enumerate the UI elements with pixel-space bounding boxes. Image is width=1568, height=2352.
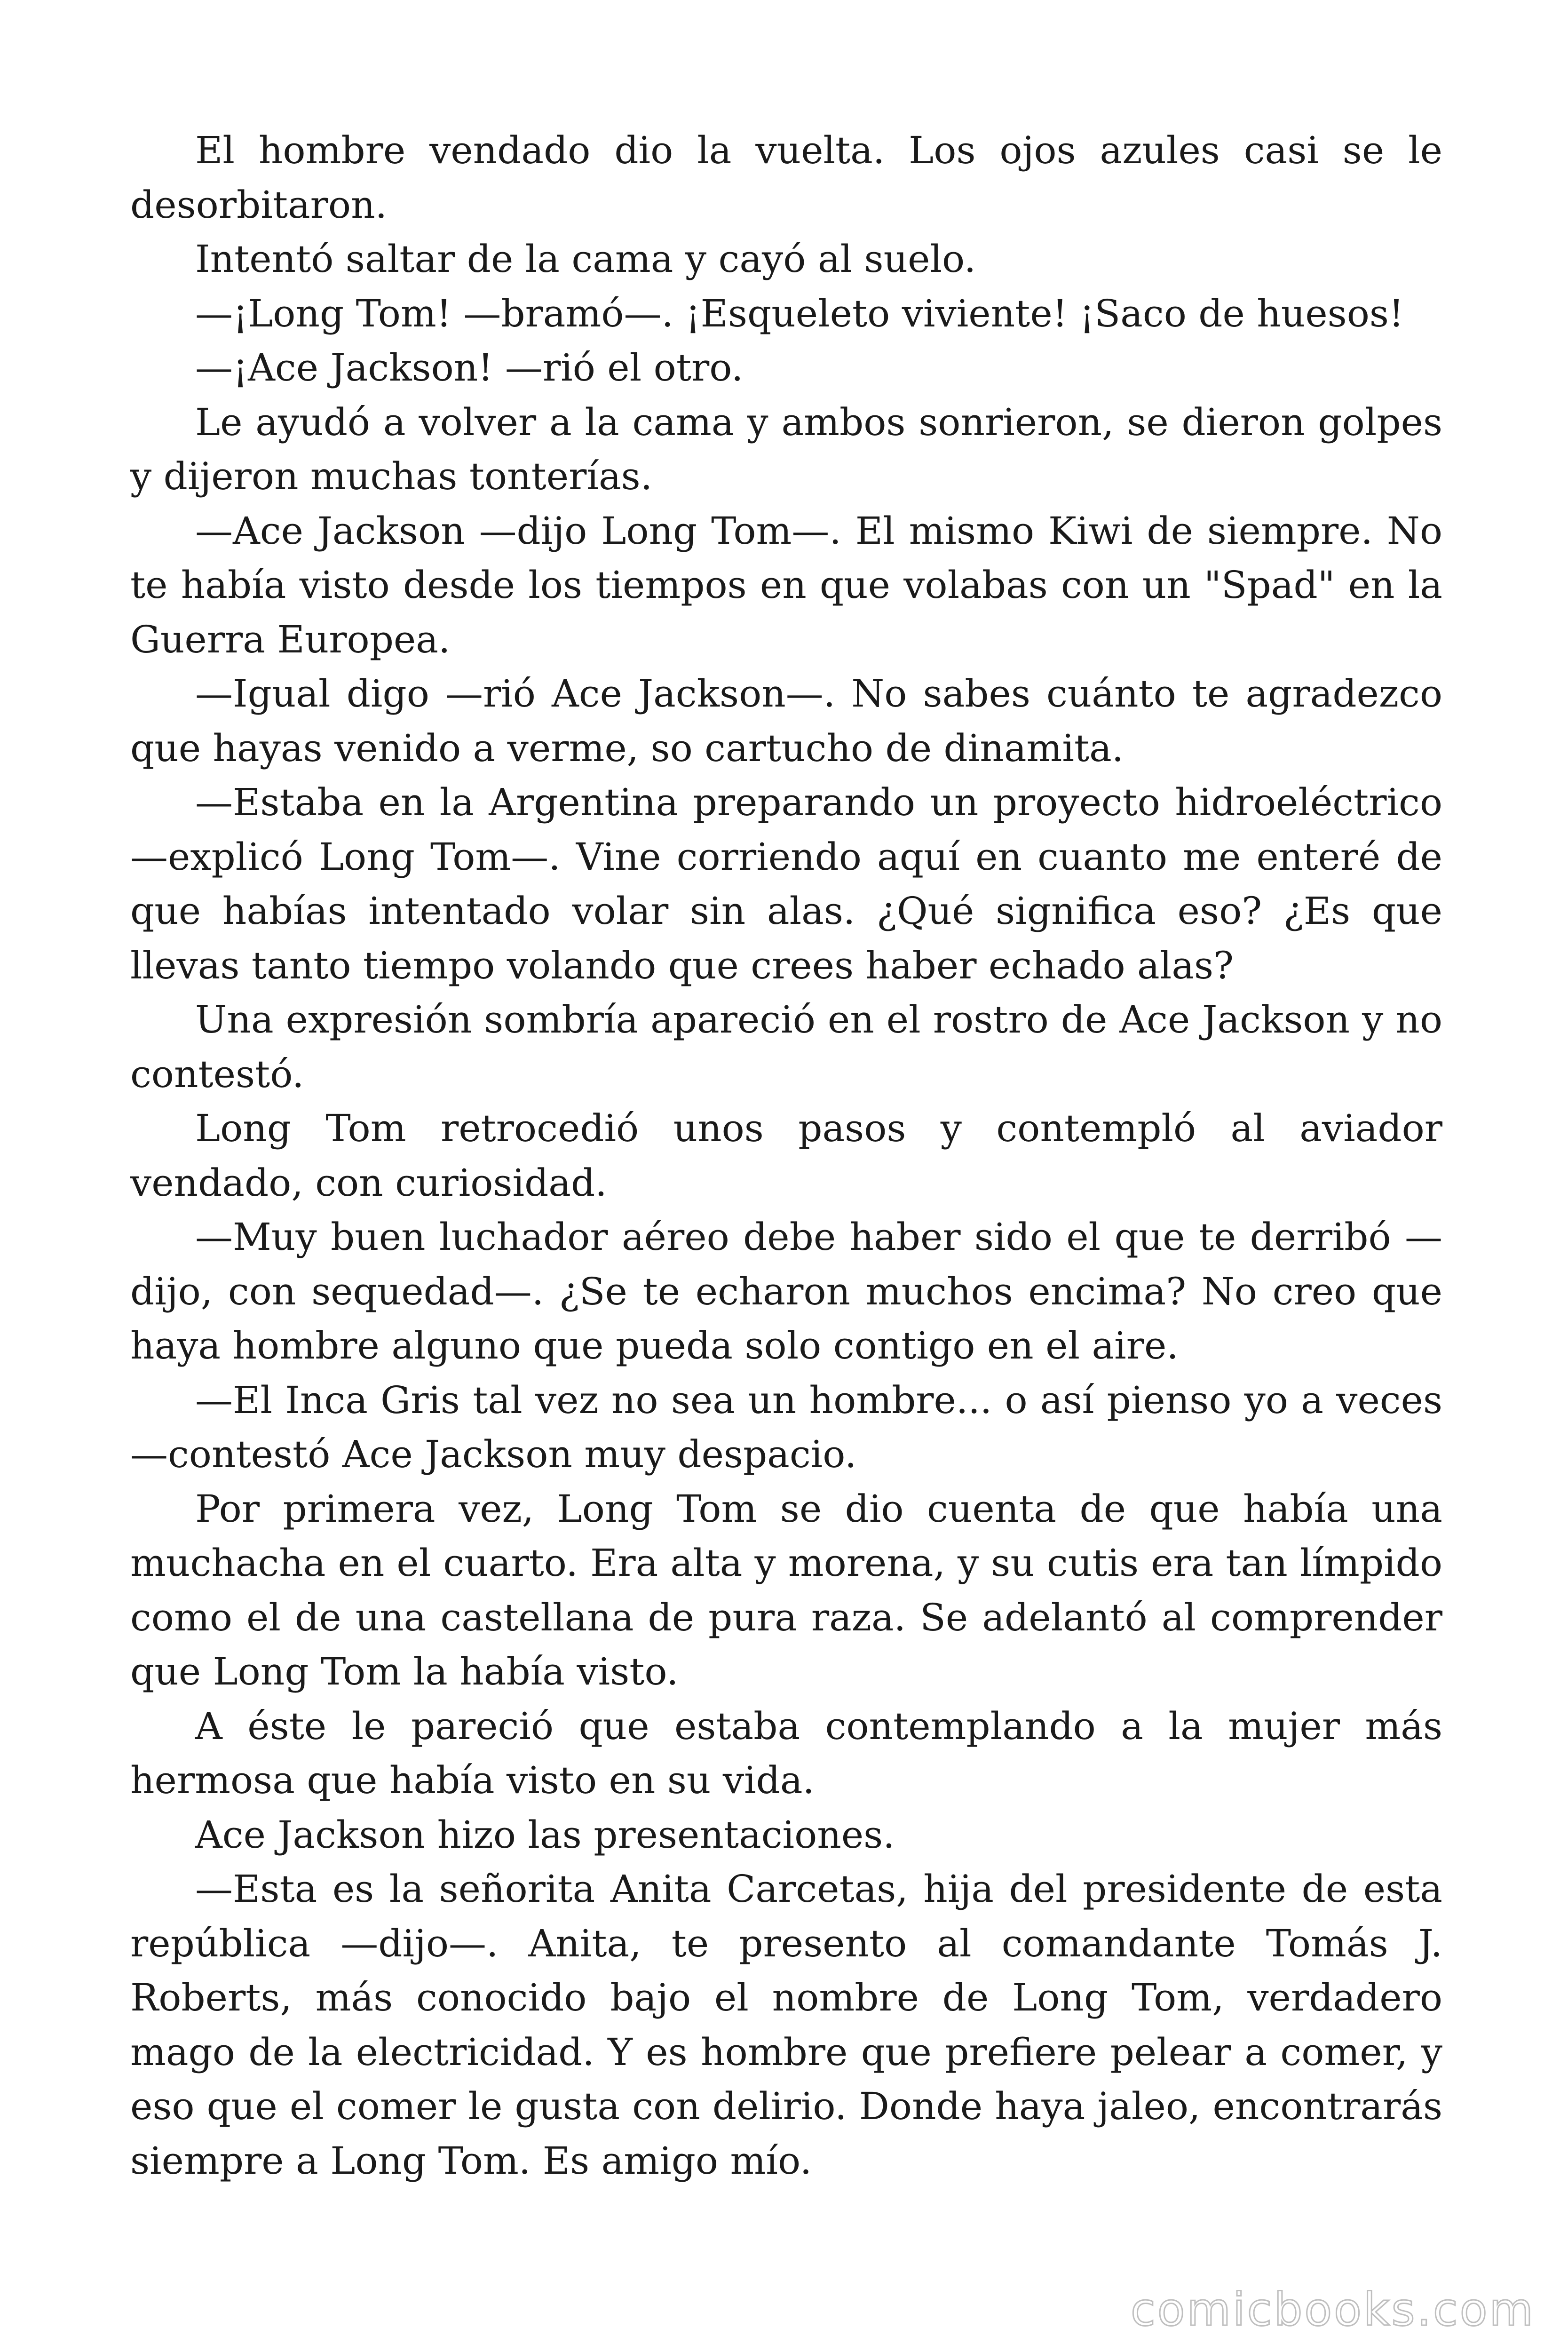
paragraph-14: A éste le pareció que estaba contemplando a la mujer más hermosa que había visto en su vida. [130,1704,1442,1802]
paragraph-15: Ace Jackson hizo las presentaciones. [195,1812,895,1857]
paragraph-9: Una expresión sombría apareció en el rostro de Ace Jackson y no contestó. [130,998,1442,1096]
paragraph-2: Intentó saltar de la cama y cayó al suelo. [195,237,976,281]
paragraph-11: —Muy buen luchador aéreo debe haber sido el que te derribó — dijo, con sequedad—. ¿Se te echaron muchos encima? No creo que haya hombre alguno que pueda solo contigo en el aire. [130,1215,1442,1367]
paragraph-10: Long Tom retrocedió unos pasos y contempló al aviador vendado, con curiosidad. [130,1106,1442,1205]
watermark: comicbooks.com [1130,2283,1535,2336]
paragraph-7: —Igual digo —rió Ace Jackson—. No sabes cuánto te agradezco que hayas venido a verme, so cartucho de dinamita. [130,672,1442,770]
body-text [130,123,1442,2188]
paragraph-13: Por primera vez, Long Tom se dio cuenta de que había una muchacha en el cuarto. Era alta y morena, y su cutis era tan límpido como el de una castellana de pura raza. Se adelantó al comprender que Long Tom la había visto. [130,1486,1442,1693]
paragraph-8: —Estaba en la Argentina preparando un proyecto hidroeléctrico —explicó Long Tom—. Vine corriendo aquí en cuanto me enteré de que habías intentado volar sin alas. ¿Qué significa eso? ¿Es que llevas tanto tiempo volando que crees haber echado alas? [130,780,1442,987]
paragraph-1: El hombre vendado dio la vuelta. Los ojos azules casi se le desorbitaron. [130,128,1442,227]
paragraph-5: Le ayudó a volver a la cama y ambos sonrieron, se dieron golpes y dijeron muchas tonterías. [130,400,1442,498]
paragraph-6: —Ace Jackson —dijo Long Tom—. El mismo Kiwi de siempre. No te había visto desde los tiempos en que volabas con un "Spad" en la Guerra Europea. [130,509,1442,661]
paragraph-16: —Esta es la señorita Anita Carcetas, hija del presidente de esta república —dijo—. Anita, te presento al comandante Tomás J. Roberts, más conocido bajo el nombre de Long Tom, verdadero mago de la electricidad. Y es hombre que prefiere pelear a comer, y eso que el comer le gusta con delirio. Donde haya jaleo, encontrarás siempre a Long Tom. Es amigo mío. [130,1867,1442,2183]
paragraph-12: —El Inca Gris tal vez no sea un hombre... o así pienso yo a veces —contestó Ace Jackson muy despacio. [130,1378,1442,1476]
paragraph-4: —¡Ace Jackson! —rió el otro. [195,346,744,389]
paragraph-3: —¡Long Tom! —bramó—. ¡Esqueleto viviente! ¡Saco de huesos! [195,291,1404,335]
